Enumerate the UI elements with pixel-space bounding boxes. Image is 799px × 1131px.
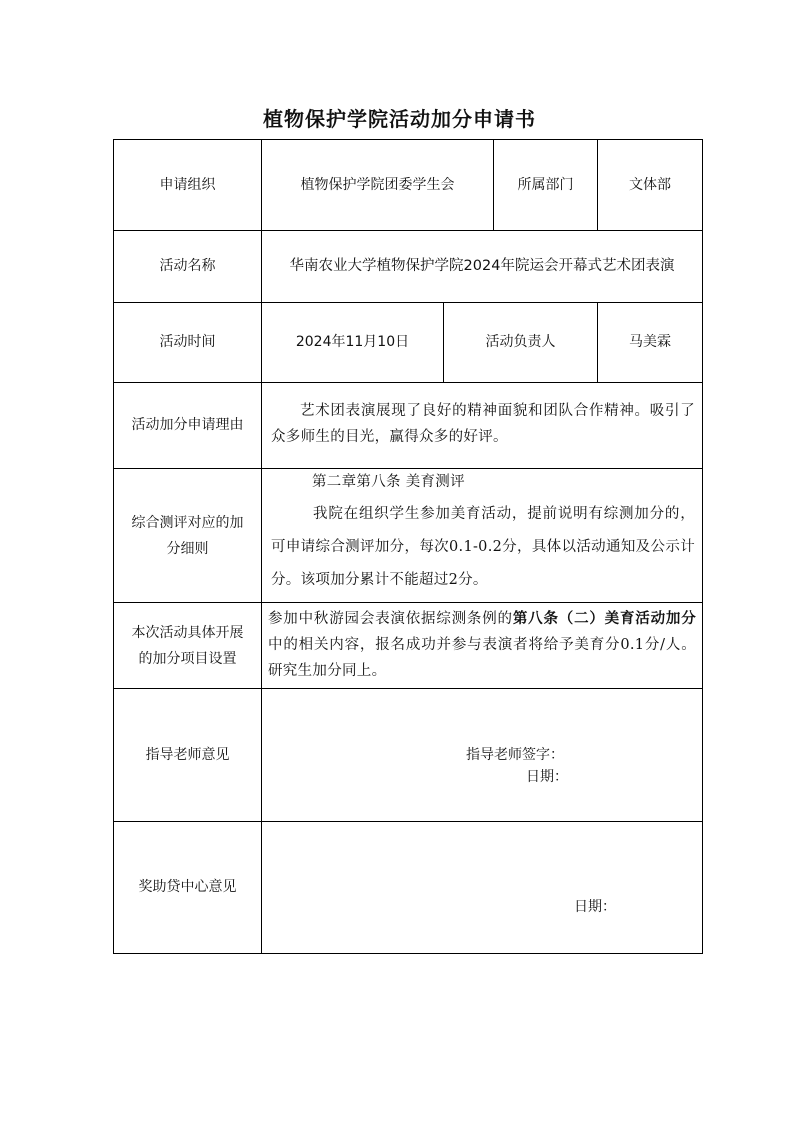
center-date-label: 日期： xyxy=(574,899,616,915)
page-title: 植物保护学院活动加分申请书 xyxy=(263,107,536,131)
value-dept: 文体部 xyxy=(597,139,703,231)
label-activity-name: 活动名称 xyxy=(113,230,262,303)
value-activity-name: 华南农业大学植物保护学院2024年院运会开幕式艺术团表演 xyxy=(261,230,703,303)
label-activity-time: 活动时间 xyxy=(113,302,262,383)
label-teacher-opinion: 指导老师意见 xyxy=(113,688,262,822)
teacher-date-label: 日期： xyxy=(526,769,568,785)
label-reason: 活动加分申请理由 xyxy=(113,382,262,469)
value-activity-time: 2024年11月10日 xyxy=(261,302,444,383)
label-setting: 本次活动具体开展 的加分项目设置 xyxy=(113,602,262,689)
teacher-signature-label: 指导老师签字： xyxy=(466,747,564,763)
label-center-opinion: 奖助贷中心意见 xyxy=(113,821,262,954)
center-opinion-box xyxy=(261,821,703,954)
rule-text: 我院在组织学生参加美育活动，提前说明有综测加分的，可申请综合测评加分，每次0.1-0.2分，具体以活动通知及公示计分。该项加分累计不能超过2分。 xyxy=(271,506,695,588)
label-org: 申请组织 xyxy=(113,139,262,231)
rule-heading: 第二章第八条 美育测评 xyxy=(312,474,465,490)
label-rule: 综合测评对应的加 分细则 xyxy=(113,468,262,603)
label-leader: 活动负责人 xyxy=(443,302,598,383)
reason-text: 艺术团表演展现了良好的精神面貌和团队合作精神。吸引了众多师生的目光，赢得众多的好评。 xyxy=(271,403,695,445)
value-org: 植物保护学院团委学生会 xyxy=(261,139,494,231)
value-leader: 马美霖 xyxy=(597,302,703,383)
setting-text: 参加中秋游园会表演依据综测条例的第八条（二）美育活动加分中的相关内容，报名成功并参与表演者将给予美育分0.1分/人。研究生加分同上。 xyxy=(268,611,696,679)
label-dept: 所属部门 xyxy=(493,139,598,231)
setting-highlight: 第八条（二）美育活动加分 xyxy=(512,611,696,627)
